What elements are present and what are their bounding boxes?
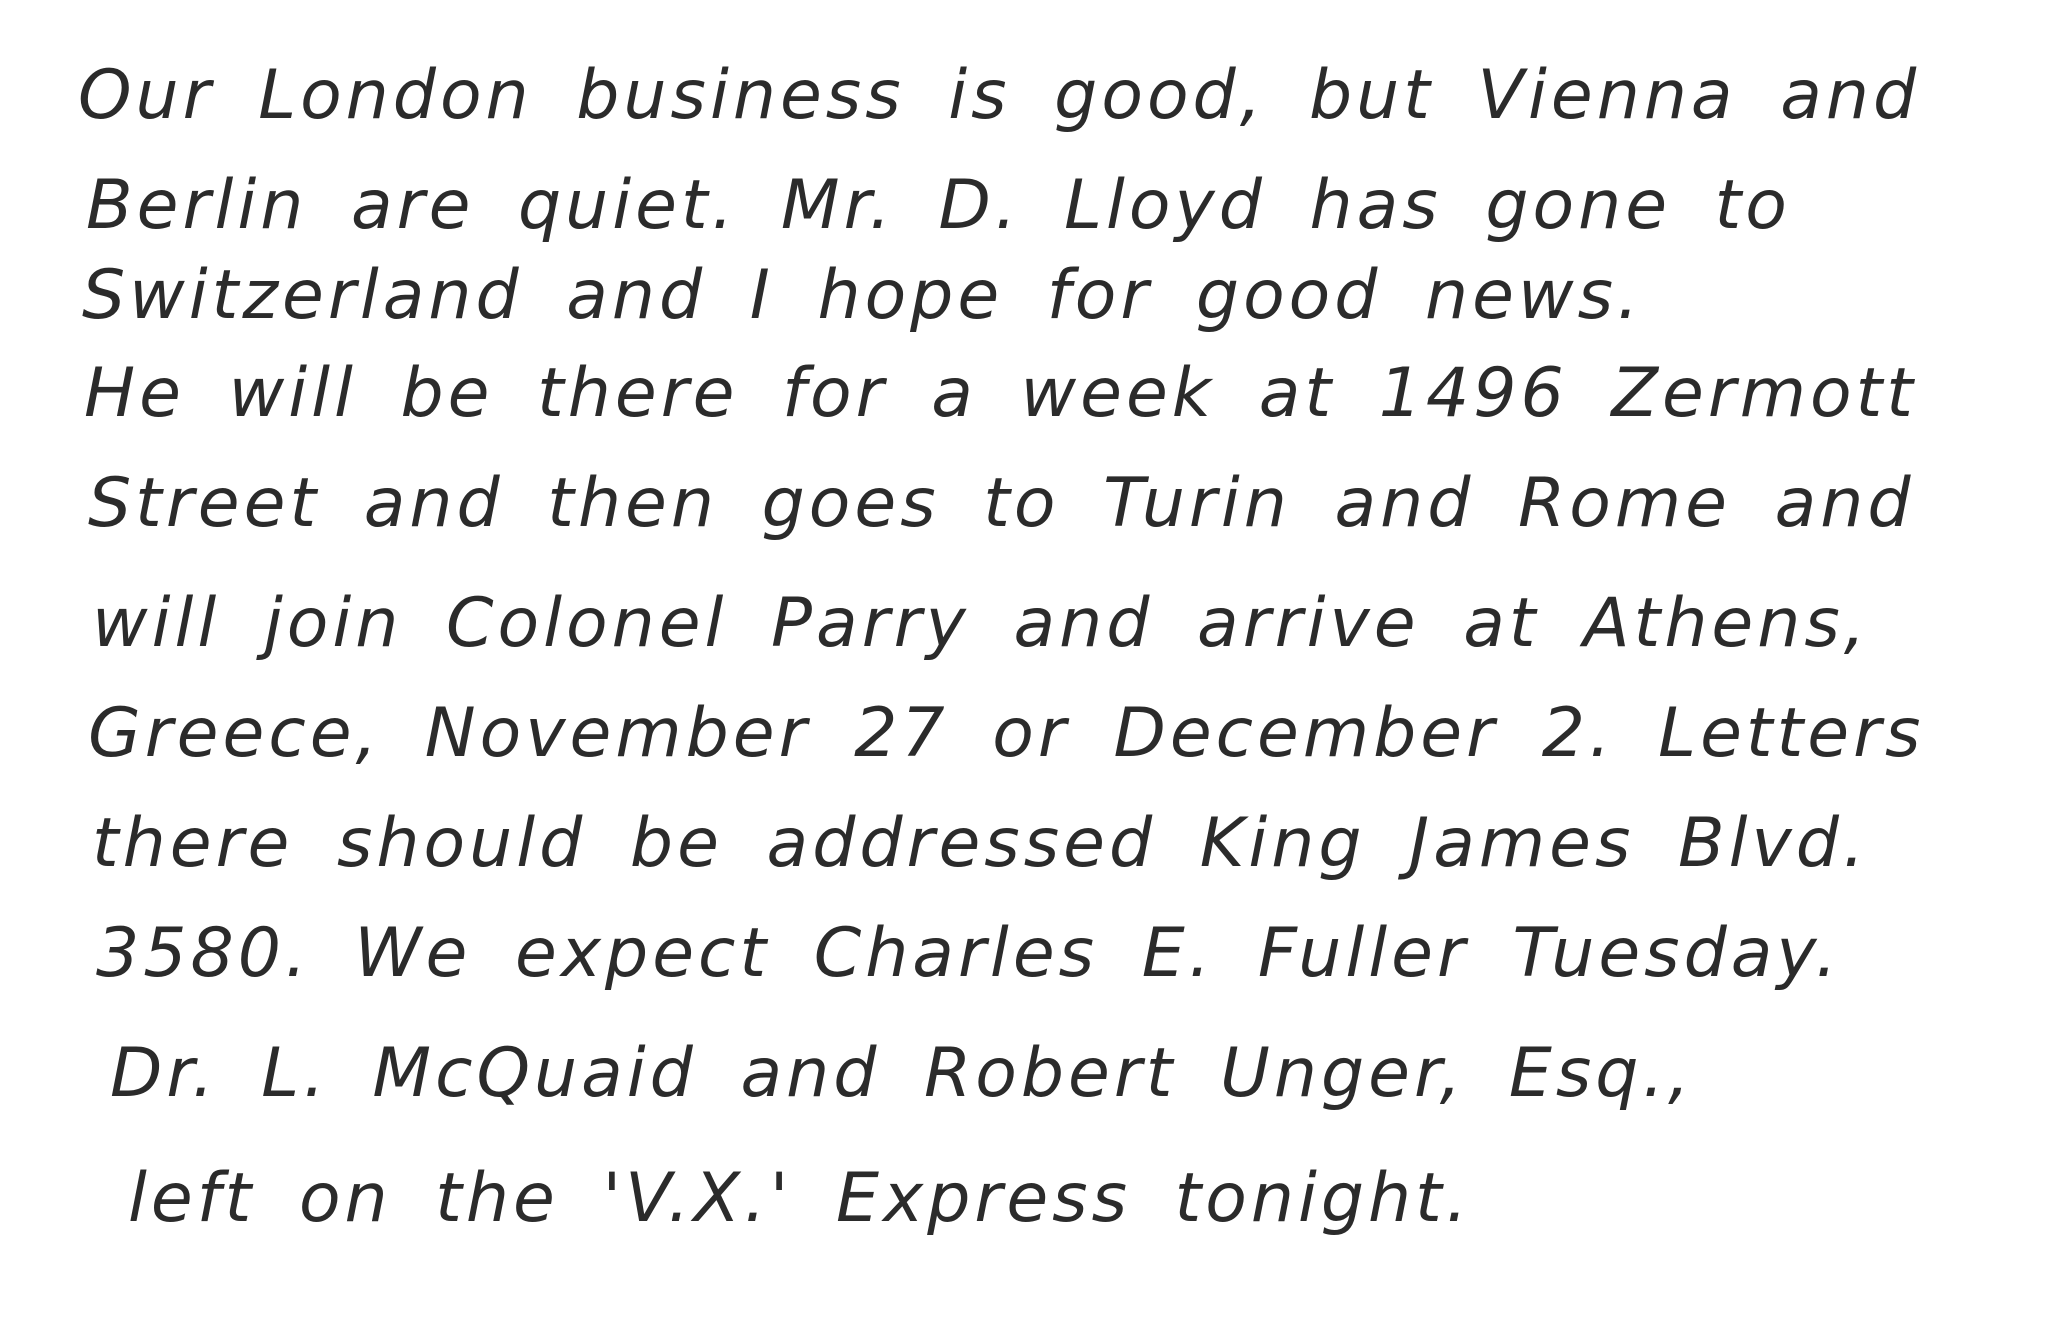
- text-line-8: there should be addressed King James Blvd.: [92, 804, 1869, 883]
- text-line-4: He will be there for a week at 1496 Zermott: [84, 354, 1917, 433]
- text-line-7: Greece, November 27 or December 2. Letters: [88, 694, 1925, 773]
- text-line-3: Switzerland and I hope for good news.: [82, 256, 1643, 335]
- text-line-2: Berlin are quiet. Mr. D. Lloyd has gone to: [86, 166, 1791, 245]
- text-line-1: Our London business is good, but Vienna and: [78, 56, 1921, 135]
- text-line-5: Street and then goes to Turin and Rome and: [88, 464, 1915, 543]
- text-line-10: Dr. L. McQuaid and Robert Unger, Esq.,: [110, 1034, 1694, 1113]
- text-line-6: will join Colonel Parry and arrive at Athens,: [92, 584, 1870, 663]
- text-line-9: 3580. We expect Charles E. Fuller Tuesday.: [96, 914, 1842, 993]
- text-line-11: left on the 'V.X.' Express tonight.: [128, 1159, 1472, 1238]
